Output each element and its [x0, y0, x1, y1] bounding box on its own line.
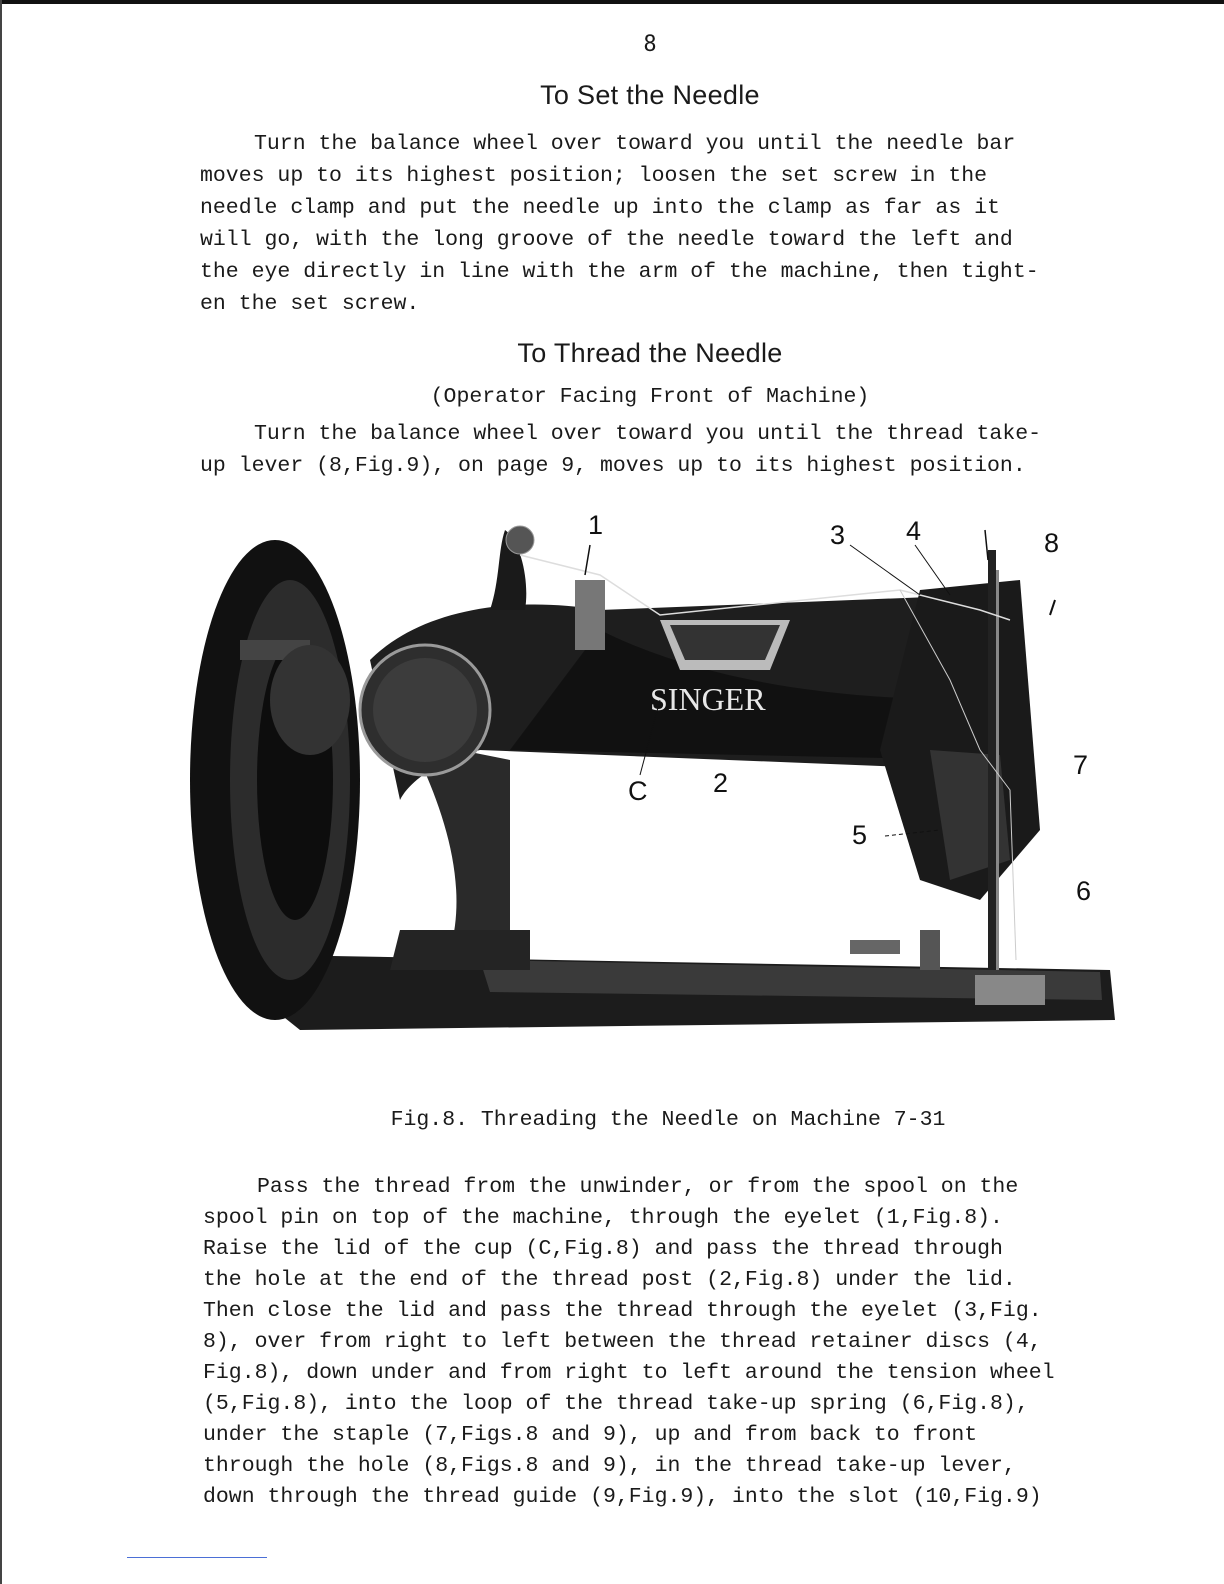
callout-8: 8: [1044, 528, 1060, 558]
heading-thread-needle: To Thread the Needle: [517, 338, 783, 368]
text-line: Raise the lid of the cup (C,Fig.8) and pass the thread through: [203, 1237, 1003, 1261]
text-line: needle clamp and put the needle up into the clamp as far as it: [200, 196, 1000, 220]
text-line: en the set screw.: [200, 292, 420, 316]
callout-2: 2: [713, 768, 729, 798]
text-line: the hole at the end of the thread post (2,Fig.8) under the lid.: [203, 1268, 1016, 1292]
callout-1: 1: [588, 510, 604, 540]
sewing-machine-illustration: [180, 500, 1125, 1100]
top-border: [0, 0, 1224, 4]
paragraph-threading-steps: [203, 1172, 1055, 1513]
figure-caption: Fig.8. Threading the Needle on Machine 7-31: [390, 1108, 946, 1132]
text-line: Pass the thread from the unwinder, or from the spool on the: [257, 1175, 1019, 1199]
callout-5: 5: [852, 820, 868, 850]
callout-7: 7: [1073, 750, 1089, 780]
paragraph-set-needle: [200, 128, 1039, 320]
subheading-operator: (Operator Facing Front of Machine): [430, 385, 870, 409]
left-border: [0, 0, 2, 1584]
paragraph-thread-needle: [200, 418, 1041, 482]
bottom-link-line: [127, 1557, 267, 1558]
text-line: the eye directly in line with the arm of the machine, then tight-: [200, 260, 1039, 284]
text-line: 8), over from right to left between the thread retainer discs (4,: [203, 1330, 1042, 1354]
callout-c: C: [628, 776, 648, 806]
text-line: under the staple (7,Figs.8 and 9), up and from back to front: [203, 1423, 978, 1447]
text-line: down through the thread guide (9,Fig.9), into the slot (10,Fig.9): [203, 1485, 1042, 1509]
callout-6: 6: [1076, 876, 1092, 906]
page-number: 8: [643, 32, 657, 57]
text-line: moves up to its highest position; loosen the set screw in the: [200, 164, 988, 188]
callout-3: 3: [830, 520, 846, 550]
sewing-machine-figure: [180, 500, 1125, 1100]
text-line: Turn the balance wheel over toward you until the thread take-: [254, 422, 1042, 446]
heading-set-needle: To Set the Needle: [540, 80, 760, 110]
text-line: (5,Fig.8), into the loop of the thread take-up spring (6,Fig.8),: [203, 1392, 1029, 1416]
callout-4: 4: [906, 516, 922, 546]
text-line: through the hole (8,Figs.8 and 9), in the thread take-up lever,: [203, 1454, 1016, 1478]
text-line: Then close the lid and pass the thread through the eyelet (3,Fig.: [203, 1299, 1042, 1323]
text-line: spool pin on top of the machine, through the eyelet (1,Fig.8).: [203, 1206, 1003, 1230]
text-line: will go, with the long groove of the needle toward the left and: [200, 228, 1013, 252]
text-line: Fig.8), down under and from right to left around the tension wheel: [203, 1361, 1055, 1385]
text-line: Turn the balance wheel over toward you until the needle bar: [254, 132, 1016, 156]
text-line: up lever (8,Fig.9), on page 9, moves up to its highest position.: [200, 454, 1026, 478]
brand-logo: SINGER: [650, 681, 766, 717]
